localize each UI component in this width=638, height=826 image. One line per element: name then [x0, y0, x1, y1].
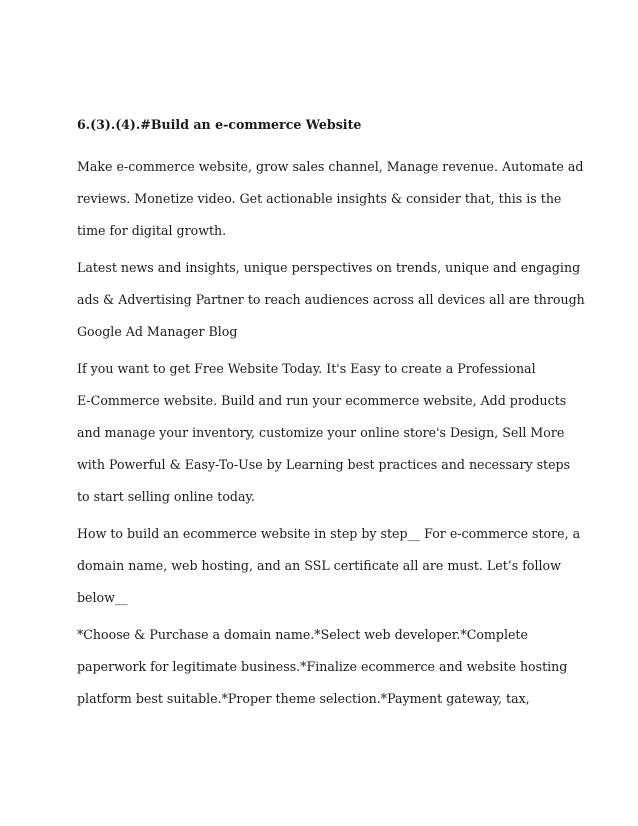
paragraph-line: Make e-commerce website, grow sales channel, Manage revenue. Automate ad: [77, 159, 584, 174]
paragraph-line: domain name, web hosting, and an SSL certificate all are must. Let’s follow: [77, 558, 561, 573]
paragraph-line: and manage your inventory, customize your online store's Design, Sell More: [77, 425, 565, 440]
paragraph-line: time for digital growth.: [77, 223, 227, 238]
document-title: 6.(3).(4).#Build an e-commerce Website: [77, 117, 362, 132]
paragraph-intro: [77, 151, 584, 247]
paragraph-line: to start selling online today.: [77, 489, 255, 504]
paragraph-line: reviews. Monetize video. Get actionable insights & consider that, this is the: [77, 191, 562, 206]
paragraph-how-to: [77, 518, 581, 614]
paragraph-line: E-Commerce website. Build and run your ecommerce website, Add products: [77, 393, 567, 408]
paragraph-steps: [77, 619, 577, 715]
paragraph-line: If you want to get Free Website Today. It's Easy to create a Professional: [77, 361, 536, 376]
paragraph-line: *Choose & Purchase a domain name.*Select web developer.*Complete: [77, 627, 528, 642]
document-body: [77, 108, 585, 715]
paragraph-line: Google Ad Manager Blog: [77, 324, 238, 339]
paragraph-line: below__: [77, 590, 128, 605]
paragraph-line: Latest news and insights, unique perspectives on trends, unique and engaging: [77, 260, 581, 275]
paragraph-line: paperwork for legitimate business.*Finalize ecommerce and website hosting: [77, 659, 568, 674]
paragraph-line: with Powerful & Easy-To-Use by Learning best practices and necessary steps: [77, 457, 571, 472]
paragraph-news: [77, 252, 585, 348]
paragraph-line: platform best suitable.*Proper theme selection.*Payment gateway, tax,: [77, 691, 530, 706]
paragraph-free-website: [77, 353, 577, 513]
paragraph-line: How to build an ecommerce website in step by step__ For e-commerce store, a: [77, 526, 581, 541]
paragraph-line: ads & Advertising Partner to reach audiences across all devices all are through: [77, 292, 585, 307]
